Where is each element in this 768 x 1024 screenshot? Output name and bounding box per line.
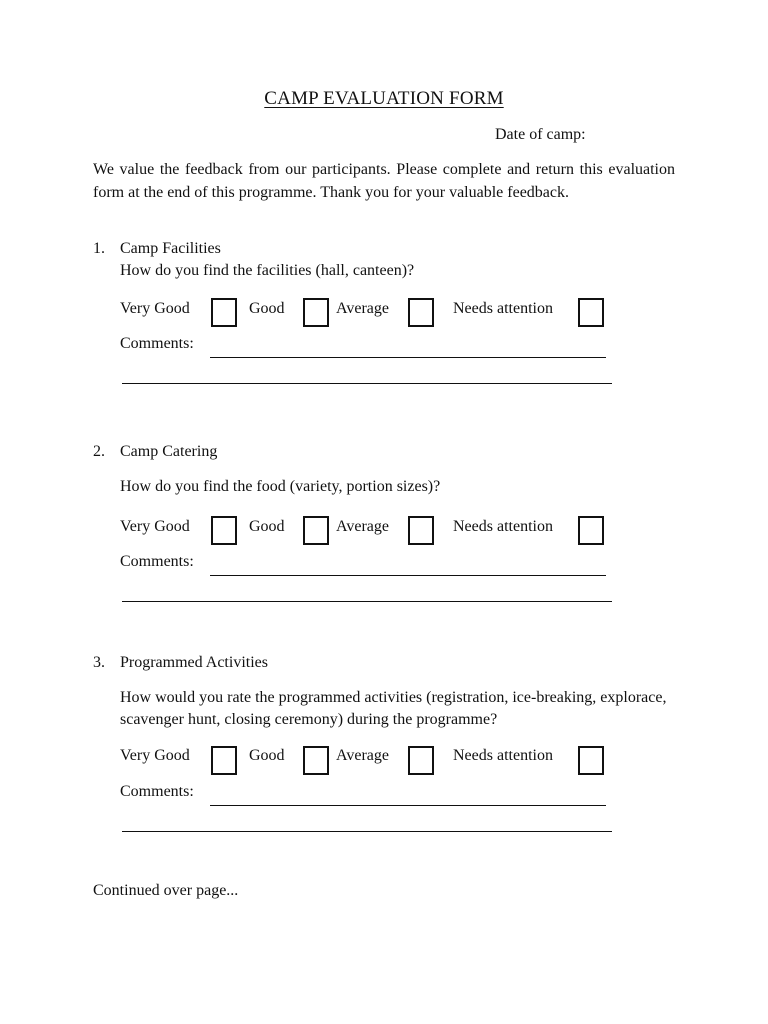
section-number: 3. [93, 654, 105, 671]
option-good-label: Good [249, 300, 285, 317]
option-needs-attention-label: Needs attention [453, 747, 553, 764]
comments-label: Comments: [120, 783, 194, 800]
intro-paragraph: We value the feedback from our participants. Please complete and return this evaluation form at the end of this programme. Thank you for your valuable feedback. [93, 161, 675, 201]
section-question: How would you rate the programmed activities (registration, ice-breaking, explorace, scavenger hunt, closing ceremony) during the programme? [120, 689, 667, 728]
option-good-label: Good [249, 747, 285, 764]
average-checkbox[interactable] [408, 516, 434, 545]
good-checkbox[interactable] [303, 298, 329, 327]
comments-line[interactable] [210, 575, 606, 576]
needs-attention-checkbox[interactable] [578, 516, 604, 545]
comments-line[interactable] [122, 831, 612, 832]
good-checkbox[interactable] [303, 746, 329, 775]
continued-note: Continued over page... [93, 882, 239, 899]
section-heading: Programmed Activities [120, 654, 268, 671]
good-checkbox[interactable] [303, 516, 329, 545]
option-needs-attention-label: Needs attention [453, 300, 553, 317]
option-average-label: Average [336, 747, 389, 764]
section-heading: Camp Facilities [120, 240, 221, 257]
average-checkbox[interactable] [408, 298, 434, 327]
comments-line[interactable] [210, 805, 606, 806]
comments-line[interactable] [122, 383, 612, 384]
option-good-label: Good [249, 518, 285, 535]
section-number: 2. [93, 443, 105, 460]
option-very-good-label: Very Good [120, 518, 190, 535]
needs-attention-checkbox[interactable] [578, 746, 604, 775]
section-number: 1. [93, 240, 105, 257]
option-average-label: Average [336, 518, 389, 535]
very-good-checkbox[interactable] [211, 298, 237, 327]
very-good-checkbox[interactable] [211, 516, 237, 545]
comments-line[interactable] [210, 357, 606, 358]
comments-line[interactable] [122, 601, 612, 602]
option-very-good-label: Very Good [120, 300, 190, 317]
form-title: CAMP EVALUATION FORM [264, 88, 504, 109]
very-good-checkbox[interactable] [211, 746, 237, 775]
needs-attention-checkbox[interactable] [578, 298, 604, 327]
option-very-good-label: Very Good [120, 747, 190, 764]
option-needs-attention-label: Needs attention [453, 518, 553, 535]
average-checkbox[interactable] [408, 746, 434, 775]
comments-label: Comments: [120, 335, 194, 352]
section-question: How do you find the food (variety, portion sizes)? [120, 478, 441, 495]
option-average-label: Average [336, 300, 389, 317]
comments-label: Comments: [120, 553, 194, 570]
date-of-camp-label: Date of camp: [495, 126, 586, 143]
section-heading: Camp Catering [120, 443, 218, 460]
section-question: How do you find the facilities (hall, canteen)? [120, 262, 415, 279]
